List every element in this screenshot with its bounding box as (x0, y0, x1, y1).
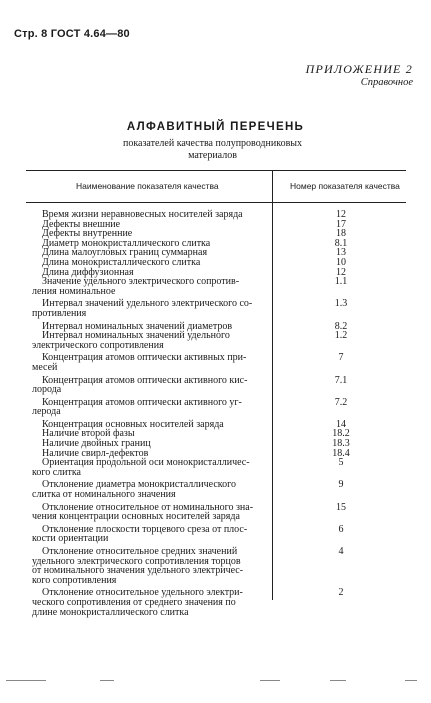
indicator-number: 14 (336, 418, 346, 430)
indicator-name-line: Концентрация основных носителей заряда (42, 418, 224, 430)
indicator-number: 12 (336, 209, 346, 220)
indicator-number: 18.3 (332, 438, 350, 450)
indicator-number: 4 (338, 546, 344, 557)
indicator-number: 18.4 (332, 447, 350, 459)
indicator-name-line: от номинального значения удельного электричес- (32, 565, 244, 577)
indicator-name-line: Отклонение относительное от номинального зна- (42, 501, 254, 513)
indicator-number: 8.2 (334, 320, 348, 332)
indicator-name-line: лорода (32, 384, 62, 396)
appendix-block (306, 62, 413, 90)
indicator-number: 18.2 (332, 428, 350, 440)
indicator-number: 17 (336, 218, 346, 230)
document-title: АЛФАВИТНЫЙ ПЕРЕЧЕНЬ (126, 121, 305, 133)
indicator-name-line: Длина диффузионная (42, 266, 134, 278)
indicator-name-line: Наличие двойных границ (42, 438, 151, 450)
indicator-name-line: Интервал номинальных значений удельного (42, 330, 230, 342)
table-row (32, 525, 402, 544)
indicator-number: 9 (338, 479, 344, 491)
table-row (32, 458, 402, 477)
indicator-name-line: Дефекты внутренние (42, 228, 133, 240)
indicator-number: 1.1 (334, 276, 348, 288)
table-row (32, 480, 402, 499)
indicator-number: 7.2 (334, 396, 348, 408)
table-row (32, 588, 402, 617)
indicator-name-line: Дефекты внешние (42, 218, 121, 230)
table-row (32, 503, 402, 522)
indicator-name-line: Наличие свирл-дефектов (42, 447, 149, 459)
column-header-name: Наименование показателя качества (76, 181, 219, 191)
indicator-name-line: Ориентация продольной оси монокристалличес- (42, 457, 250, 469)
indicator-name-line: месей (32, 361, 58, 373)
indicator-name-line: Диаметр монокристаллического слитка (42, 237, 211, 249)
table-row (32, 376, 402, 395)
indicator-number: 2 (338, 587, 344, 599)
indicator-name-line: кости ориентации (32, 533, 109, 545)
indicator-name (32, 525, 268, 544)
indicator-name-line: Отклонение относительное средних значений (42, 546, 238, 557)
indicator-name (32, 480, 268, 499)
indicator-name-line: Отклонение относительное удельного электри- (42, 587, 243, 599)
table-row (32, 277, 402, 296)
indicator-name-line: Интервал номинальных значений диаметров (42, 320, 233, 332)
indicator-name-line: слитка от номинального значения (32, 489, 176, 501)
table-head-rule (26, 202, 406, 203)
indicator-number: 18 (336, 228, 346, 240)
indicator-name-line: кого слитка (32, 466, 81, 478)
table-row (32, 299, 402, 318)
indicator-number: 5 (338, 457, 344, 469)
indicator-name (32, 547, 268, 585)
indicator-number: 8.1 (334, 237, 348, 249)
indicator-name (32, 588, 268, 617)
table-row (32, 331, 402, 350)
table-row (32, 353, 402, 372)
indicator-name-line: ческого сопротивления от среднего значения по (32, 596, 236, 608)
indicator-name (32, 331, 268, 350)
table-row (32, 398, 402, 417)
indicator-name-line: лерода (32, 406, 61, 418)
appendix-reference: Справочное (360, 77, 413, 88)
table-row (32, 547, 402, 585)
indicator-name-line: чения концентрации основных носителей заряда (32, 511, 240, 523)
indicator-name-line: Отклонение диаметра монокристаллического (42, 479, 236, 491)
indicator-name (32, 376, 268, 395)
indicator-number: 7 (338, 352, 344, 364)
indicator-name (32, 503, 268, 522)
indicator-number: 10 (336, 256, 346, 268)
indicator-name-line: Концентрация атомов оптически активного кис- (42, 374, 248, 386)
indicator-name-line: Отклонение плоскости торцевого среза от плос- (42, 523, 248, 535)
indicator-name (32, 277, 268, 296)
indicator-name-line: электрического сопротивления (32, 339, 164, 351)
indicator-name-line: длине монокристаллического слитка (32, 606, 189, 618)
indicator-name-line: Длина малоугловых границ суммарная (42, 247, 208, 259)
indicator-number: 6 (338, 523, 344, 535)
indicator-name (32, 398, 268, 417)
index-table (32, 210, 402, 620)
indicator-name-line: Время жизни неравновесных носителей заряда (42, 209, 243, 220)
indicator-number: 12 (336, 266, 346, 278)
indicator-name-line: Интервал значений удельного электрического со- (42, 298, 253, 310)
scan-edge-marks (0, 680, 431, 688)
indicator-number: 1.2 (334, 330, 348, 342)
document-subtitle: показателей качества полупроводниковых материалов (122, 138, 303, 161)
indicator-name-line: удельного электрического сопротивления торцов (32, 555, 241, 567)
indicator-name-line: Наличие второй фазы (42, 428, 135, 440)
indicator-name (32, 458, 268, 477)
indicator-number: 15 (336, 501, 346, 513)
indicator-name (32, 353, 268, 372)
table-top-rule (26, 170, 406, 171)
indicator-name-line: Значение удельного электрического сопротив- (42, 276, 240, 288)
indicator-name (32, 299, 268, 318)
page-header: Стр. 8 ГОСТ 4.64—80 (14, 28, 130, 40)
indicator-name-line: ления номинальное (32, 285, 116, 297)
indicator-name-line: Длина монокристаллического слитка (42, 256, 201, 268)
indicator-name-line: Концентрация атомов оптически активного уг- (42, 396, 242, 408)
indicator-name-line: кого сопротивления (32, 574, 117, 586)
appendix-label: ПРИЛОЖЕНИЕ 2 (305, 62, 413, 76)
column-header-number: Номер показателя качества (290, 181, 400, 191)
indicator-name-line: противления (32, 307, 87, 319)
indicator-name-line: Концентрация атомов оптически активных при- (42, 352, 247, 364)
indicator-number: 1.3 (334, 298, 348, 310)
indicator-number: 7.1 (334, 374, 348, 386)
indicator-number: 13 (336, 247, 346, 259)
